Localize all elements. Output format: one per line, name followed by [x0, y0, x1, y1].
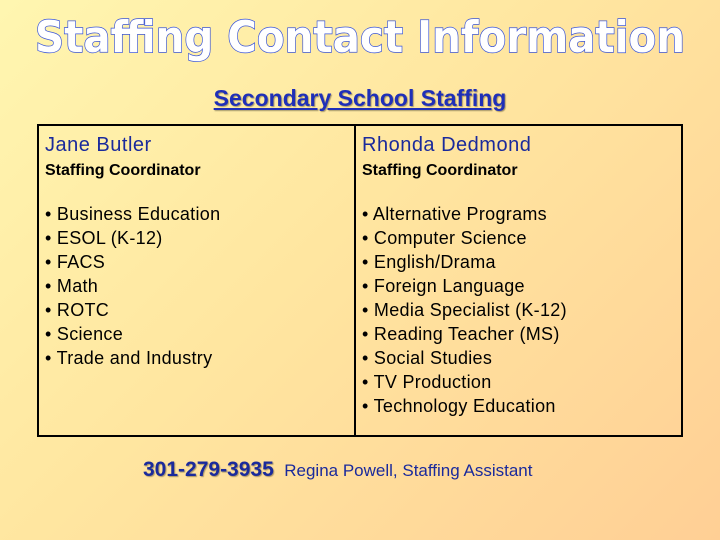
coordinator-left: [45, 130, 221, 368]
list-item: • Technology Education: [362, 396, 556, 416]
subject-list: [362, 202, 567, 418]
list-item: • Social Studies: [362, 348, 493, 368]
list-item: • English/Drama: [362, 252, 496, 272]
list-item: • FACS: [45, 252, 106, 272]
list-item: • Reading Teacher (MS): [362, 324, 560, 344]
list-item: • Science: [45, 324, 124, 344]
column-divider: [354, 124, 356, 437]
list-item: • Trade and Industry: [45, 348, 213, 368]
list-item: • Computer Science: [362, 228, 527, 248]
contact-footer: [143, 458, 532, 482]
coordinator-right: [362, 130, 567, 416]
assistant-name: Regina Powell, Staffing Assistant: [284, 461, 533, 480]
list-item: • ESOL (K-12): [45, 228, 163, 248]
phone-number: 301-279-3935: [143, 458, 274, 481]
list-item: • TV Production: [362, 372, 492, 392]
list-item: • Math: [45, 276, 99, 296]
page-title: [0, 0, 720, 70]
coordinator-role: Staffing Coordinator: [45, 162, 201, 179]
coordinator-name: Jane Butler: [45, 134, 152, 156]
section-subtitle: Secondary School Staffing: [213, 85, 507, 111]
list-item: • Alternative Programs: [362, 204, 547, 224]
list-item: • Business Education: [45, 204, 221, 224]
list-item: • ROTC: [45, 300, 110, 320]
coordinator-name: Rhonda Dedmond: [362, 134, 532, 156]
list-item: • Media Specialist (K-12): [362, 300, 567, 320]
list-item: • Foreign Language: [362, 276, 525, 296]
subject-list: [45, 202, 220, 370]
coordinator-role: Staffing Coordinator: [362, 162, 518, 179]
page-title-text: Staffing Contact Information: [35, 12, 685, 63]
